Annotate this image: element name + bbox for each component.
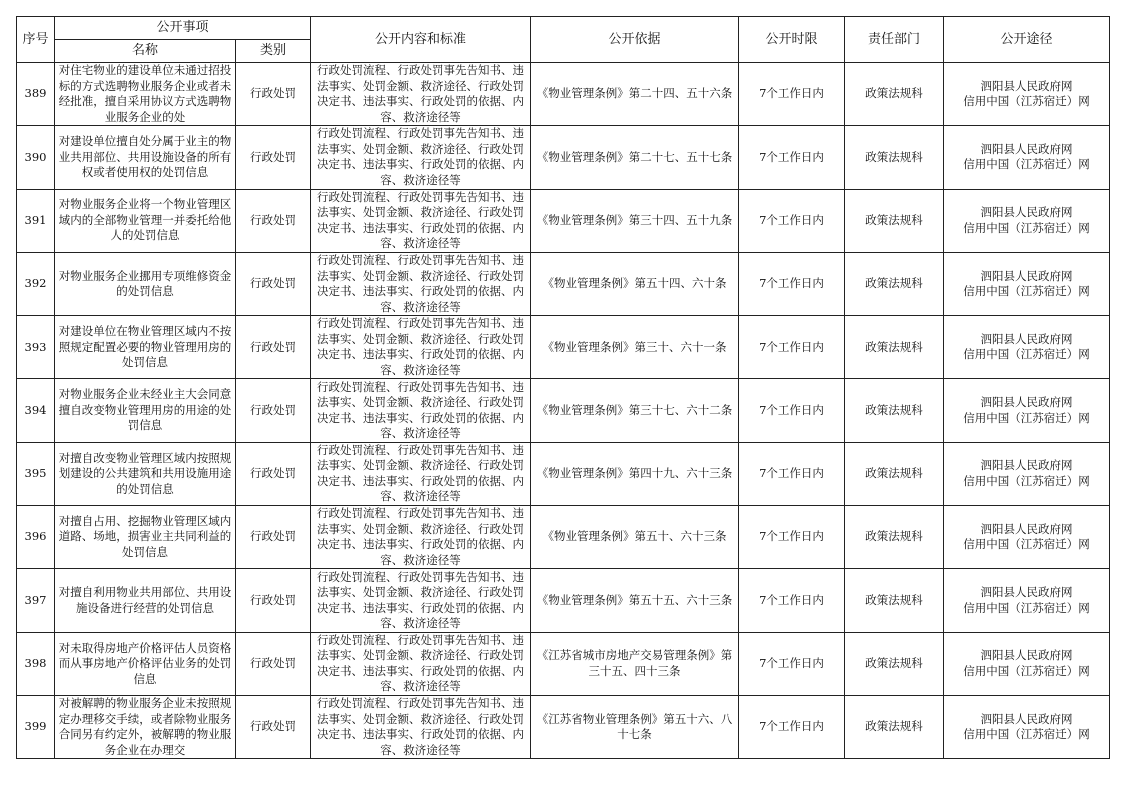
dept-cell: 政策法规科 [845, 379, 944, 442]
channel-line-2: 信用中国（江苏宿迁）网 [963, 220, 1090, 235]
category-cell: 行政处罚 [236, 189, 311, 252]
channel-cell [944, 126, 1110, 189]
name-cell [55, 252, 236, 315]
seq-cell: 390 [17, 126, 55, 189]
name-cell [55, 695, 236, 758]
channel-cell [944, 316, 1110, 379]
name-cell-text: 对建设单位在物业管理区域内不按照规定配置必要的物业管理用房的处罚信息 [58, 324, 232, 370]
name-cell [55, 442, 236, 505]
name-cell-text: 对擅自占用、挖掘物业管理区域内道路、场地，损害业主共同利益的处罚信息 [58, 513, 232, 559]
channel-line-2: 信用中国（江苏宿迁）网 [963, 537, 1090, 552]
channel-cell [944, 695, 1110, 758]
header-basis: 公开依据 [531, 17, 739, 63]
content-cell [311, 695, 531, 758]
content-cell [311, 126, 531, 189]
content-cell-text: 行政处罚流程、行政处罚事先告知书、违法事实、处罚金额、救济途径、行政处罚决定书、违法事实、行政处罚的依据、内容、救济途径等 [317, 696, 525, 757]
time-cell: 7个工作日内 [739, 126, 845, 189]
channel-cell [944, 189, 1110, 252]
content-cell-text: 行政处罚流程、行政处罚事先告知书、违法事实、处罚金额、救济途径、行政处罚决定书、违法事实、行政处罚的依据、内容、救济途径等 [317, 632, 525, 694]
time-cell: 7个工作日内 [739, 316, 845, 379]
dept-cell: 政策法规科 [845, 506, 944, 569]
table-row [17, 506, 1110, 569]
table-row [17, 126, 1110, 189]
name-cell [55, 126, 236, 189]
channel-line-1: 泗阳县人民政府网 [980, 585, 1073, 600]
content-cell-text: 行政处罚流程、行政处罚事先告知书、违法事实、处罚金额、救济途径、行政处罚决定书、违法事实、行政处罚的依据、内容、救济途径等 [317, 569, 525, 631]
category-cell: 行政处罚 [236, 442, 311, 505]
channel-line-1: 泗阳县人民政府网 [980, 521, 1073, 536]
content-cell-text: 行政处罚流程、行政处罚事先告知书、违法事实、处罚金额、救济途径、行政处罚决定书、违法事实、行政处罚的依据、内容、救济途径等 [317, 253, 525, 314]
content-cell-text: 行政处罚流程、行政处罚事先告知书、违法事实、处罚金额、救济途径、行政处罚决定书、违法事实、行政处罚的依据、内容、救济途径等 [317, 442, 525, 504]
channel-cell [944, 63, 1110, 126]
time-cell: 7个工作日内 [739, 63, 845, 126]
table-row [17, 695, 1110, 758]
seq-cell: 398 [17, 632, 55, 695]
channel-line-2: 信用中国（江苏宿迁）网 [963, 473, 1090, 488]
time-cell: 7个工作日内 [739, 569, 845, 632]
channel-line-1: 泗阳县人民政府网 [980, 205, 1073, 220]
category-cell: 行政处罚 [236, 252, 311, 315]
category-cell: 行政处罚 [236, 126, 311, 189]
name-cell [55, 316, 236, 379]
content-cell-text: 行政处罚流程、行政处罚事先告知书、违法事实、处罚金额、救济途径、行政处罚决定书、违法事实、行政处罚的依据、内容、救济途径等 [317, 189, 525, 251]
content-cell [311, 506, 531, 569]
category-cell: 行政处罚 [236, 632, 311, 695]
channel-cell [944, 506, 1110, 569]
header-channel: 公开途径 [944, 17, 1110, 63]
channel-line-2: 信用中国（江苏宿迁）网 [963, 157, 1090, 172]
channel-cell [944, 569, 1110, 632]
time-cell: 7个工作日内 [739, 506, 845, 569]
content-cell [311, 442, 531, 505]
content-cell-text: 行政处罚流程、行政处罚事先告知书、违法事实、处罚金额、救济途径、行政处罚决定书、违法事实、行政处罚的依据、内容、救济途径等 [317, 379, 525, 441]
time-cell: 7个工作日内 [739, 379, 845, 442]
dept-cell: 政策法规科 [845, 442, 944, 505]
content-cell [311, 189, 531, 252]
basis-cell: 《江苏省物业管理条例》第五十六、八十七条 [531, 695, 739, 758]
category-cell: 行政处罚 [236, 569, 311, 632]
basis-cell: 《物业管理条例》第三十四、五十九条 [531, 189, 739, 252]
seq-cell: 392 [17, 252, 55, 315]
basis-cell: 《物业管理条例》第二十四、五十六条 [531, 63, 739, 126]
basis-cell: 《物业管理条例》第五十、六十三条 [531, 506, 739, 569]
table-row [17, 252, 1110, 315]
channel-line-1: 泗阳县人民政府网 [980, 268, 1073, 283]
table-row [17, 63, 1110, 126]
channel-line-2: 信用中国（江苏宿迁）网 [963, 410, 1090, 425]
seq-cell: 399 [17, 695, 55, 758]
dept-cell: 政策法规科 [845, 316, 944, 379]
seq-cell: 396 [17, 506, 55, 569]
channel-line-2: 信用中国（江苏宿迁）网 [963, 94, 1090, 109]
content-cell [311, 379, 531, 442]
table-row [17, 632, 1110, 695]
channel-line-2: 信用中国（江苏宿迁）网 [963, 347, 1090, 362]
table-row [17, 316, 1110, 379]
table-row [17, 442, 1110, 505]
channel-line-1: 泗阳县人民政府网 [980, 141, 1073, 156]
channel-cell [944, 252, 1110, 315]
dept-cell: 政策法规科 [845, 695, 944, 758]
name-cell [55, 569, 236, 632]
channel-cell [944, 379, 1110, 442]
basis-cell: 《江苏省城市房地产交易管理条例》第三十五、四十三条 [531, 632, 739, 695]
name-cell [55, 189, 236, 252]
time-cell: 7个工作日内 [739, 632, 845, 695]
channel-line-1: 泗阳县人民政府网 [980, 78, 1073, 93]
channel-line-1: 泗阳县人民政府网 [980, 395, 1073, 410]
channel-line-1: 泗阳县人民政府网 [980, 331, 1073, 346]
table-row [17, 569, 1110, 632]
seq-cell: 394 [17, 379, 55, 442]
name-cell [55, 506, 236, 569]
time-cell: 7个工作日内 [739, 695, 845, 758]
seq-cell: 395 [17, 442, 55, 505]
seq-cell: 391 [17, 189, 55, 252]
dept-cell: 政策法规科 [845, 632, 944, 695]
header-category: 类别 [236, 40, 311, 63]
category-cell: 行政处罚 [236, 63, 311, 126]
content-cell-text: 行政处罚流程、行政处罚事先告知书、违法事实、处罚金额、救济途径、行政处罚决定书、违法事实、行政处罚的依据、内容、救济途径等 [317, 126, 525, 187]
content-cell-text: 行政处罚流程、行政处罚事先告知书、违法事实、处罚金额、救济途径、行政处罚决定书、违法事实、行政处罚的依据、内容、救济途径等 [317, 506, 525, 567]
content-cell [311, 316, 531, 379]
header-dept: 责任部门 [845, 17, 944, 63]
content-cell-text: 行政处罚流程、行政处罚事先告知书、违法事实、处罚金额、救济途径、行政处罚决定书、违法事实、行政处罚的依据、内容、救济途径等 [317, 63, 525, 124]
dept-cell: 政策法规科 [845, 63, 944, 126]
channel-line-2: 信用中国（江苏宿迁）网 [963, 284, 1090, 299]
seq-cell: 389 [17, 63, 55, 126]
name-cell-text: 对物业服务企业未经业主大会同意 擅自改变物业管理用房的用途的处罚信息 [58, 387, 232, 433]
channel-line-1: 泗阳县人民政府网 [980, 648, 1073, 663]
content-cell [311, 252, 531, 315]
category-cell: 行政处罚 [236, 379, 311, 442]
table-row [17, 189, 1110, 252]
basis-cell: 《物业管理条例》第三十七、六十二条 [531, 379, 739, 442]
dept-cell: 政策法规科 [845, 189, 944, 252]
disclosure-table [16, 16, 1110, 759]
name-cell-text: 对未取得房地产价格评估人员资格而从事房地产价格评估业务的处罚信息 [58, 640, 232, 686]
table-row [17, 379, 1110, 442]
seq-cell: 397 [17, 569, 55, 632]
name-cell-text: 对被解聘的物业服务企业未按照规定办理移交手续，或者除物业服务合同另有约定外，被解聘的物业服务企业在办理交 [58, 696, 232, 757]
content-cell [311, 632, 531, 695]
time-cell: 7个工作日内 [739, 252, 845, 315]
channel-line-1: 泗阳县人民政府网 [980, 711, 1073, 726]
header-name: 名称 [55, 40, 236, 63]
dept-cell: 政策法规科 [845, 252, 944, 315]
name-cell-text: 对住宅物业的建设单位未通过招投标的方式选聘物业服务企业或者未经批准，擅自采用协议方式选聘物业服务企业的处 [58, 63, 232, 124]
channel-line-2: 信用中国（江苏宿迁）网 [963, 663, 1090, 678]
channel-cell [944, 442, 1110, 505]
basis-cell: 《物业管理条例》第四十九、六十三条 [531, 442, 739, 505]
name-cell [55, 63, 236, 126]
name-cell [55, 632, 236, 695]
category-cell: 行政处罚 [236, 506, 311, 569]
dept-cell: 政策法规科 [845, 569, 944, 632]
name-cell-text: 对物业服务企业将一个物业管理区域内的全部物业管理一并委托给他人的处罚信息 [58, 197, 232, 243]
time-cell: 7个工作日内 [739, 442, 845, 505]
header-seq: 序号 [17, 17, 55, 63]
category-cell: 行政处罚 [236, 695, 311, 758]
content-cell [311, 63, 531, 126]
seq-cell: 393 [17, 316, 55, 379]
channel-line-2: 信用中国（江苏宿迁）网 [963, 600, 1090, 615]
name-cell-text: 对擅自利用物业共用部位、共用设施设备进行经营的处罚信息 [58, 585, 232, 615]
dept-cell: 政策法规科 [845, 126, 944, 189]
header-content: 公开内容和标准 [311, 17, 531, 63]
channel-line-1: 泗阳县人民政府网 [980, 458, 1073, 473]
basis-cell: 《物业管理条例》第五十四、六十条 [531, 252, 739, 315]
content-cell-text: 行政处罚流程、行政处罚事先告知书、违法事实、处罚金额、救济途径、行政处罚决定书、违法事实、行政处罚的依据、内容、救济途径等 [317, 316, 525, 377]
name-cell-text: 对物业服务企业挪用专项维修资金的处罚信息 [58, 268, 232, 299]
channel-line-2: 信用中国（江苏宿迁）网 [963, 727, 1090, 742]
content-cell [311, 569, 531, 632]
header-time: 公开时限 [739, 17, 845, 63]
header-group: 公开事项 [55, 17, 311, 40]
name-cell-text: 对建设单位擅自处分属于业主的物业共用部位、共用设施设备的所有权或者使用权的处罚信息 [58, 134, 232, 180]
category-cell: 行政处罚 [236, 316, 311, 379]
name-cell-text: 对擅自改变物业管理区域内按照规划建设的公共建筑和共用设施用途的处罚信息 [58, 450, 232, 496]
time-cell: 7个工作日内 [739, 189, 845, 252]
channel-cell [944, 632, 1110, 695]
name-cell [55, 379, 236, 442]
basis-cell: 《物业管理条例》第二十七、五十七条 [531, 126, 739, 189]
basis-cell: 《物业管理条例》第五十五、六十三条 [531, 569, 739, 632]
basis-cell: 《物业管理条例》第三十、六十一条 [531, 316, 739, 379]
